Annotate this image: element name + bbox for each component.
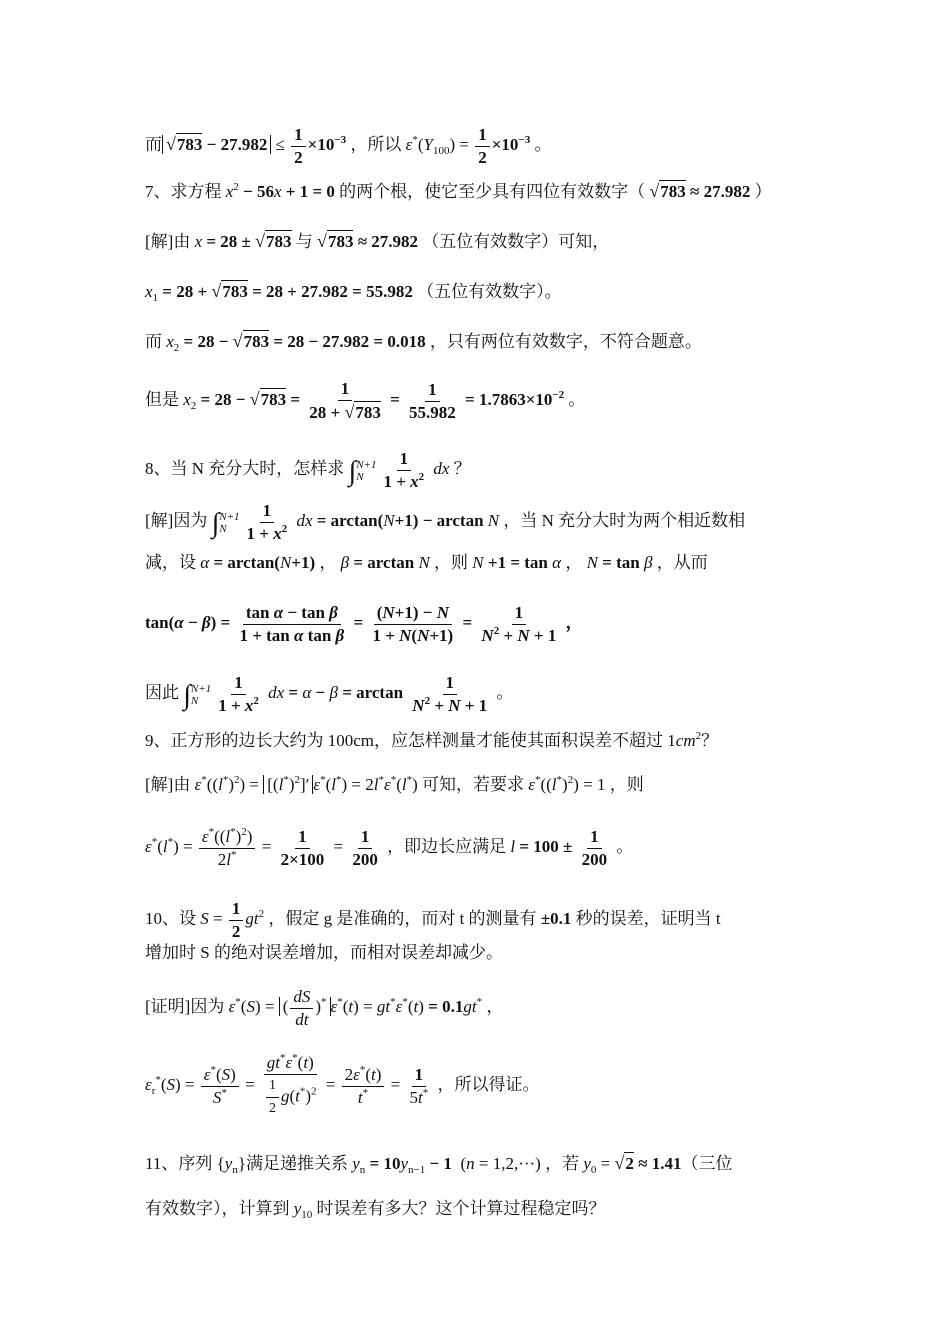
- proof-line: [证明]因为 ε*(S) = ( $\frac{dS}{dt}$ )* ε*(t) = gt*ε*(t) = 0.1gt* ，: [145, 987, 504, 1029]
- problem-10: 10、设 S = $\frac{1}{2}$ $gt^2$ ，假定 g 是准确的，而对 t 的测量有 ±0.1 秒的误差，证明当 t: [145, 899, 721, 941]
- equation-line: 而 √783 − 27.982 ≤ $\frac{1}{2}$ $\times 10^{-3}$ ，所以 $\varepsilon^*(Y_{100})$ = $\frac{1}{2}$ $\times 10^{-3}$ 。: [145, 125, 552, 167]
- problem-9: 9、正方形的边长大约为 100cm，应怎样测量才能使其面积误差不超过 $1cm^2$？: [145, 730, 719, 750]
- solution-line: 但是 $x_2 = 28 - √783$ = $\frac{1}{28 + √783}$ = $\frac{1}{55.982}$ = $1.7863\times 10^{-2}$ 。: [145, 379, 586, 422]
- solution-line: [解]因为 ∫ N+1 N $\frac{1}{1 + x^2}$ dx = arctan(N+1) − arctan N ，当 N 充分大时为两个相近数相: [145, 501, 746, 543]
- solution-line: [解]由 $\varepsilon^*((l^*)^2) = [(l^*)^2]'$ ε*(l*) = 2l*ε*(l*) 可知，若要求 $\varepsilon^*((l^*)^2) = 1$ ，则: [145, 774, 644, 794]
- solution-line: tan(α − β) = $\frac{\text{tan α − tan β}}{\text{1 + tan α tan β}}$ = $\frac{(N+1) - N}{1 + N(N+1)}$ = $\frac{1}{N^2 + N + 1}$ ，: [145, 603, 583, 645]
- solution-line: $x_1 = 28 + √783 = 28 + 27.982 = 55.982$ （五位有效数字）。: [145, 281, 562, 304]
- problem-8: 8、当 N 充分大时，怎样求 ∫ N+1 N $\frac{1}{1 + x^2}$ dx ？: [145, 449, 471, 491]
- problem-11: 11、序列 $\{y_n\}$满足递推关系 $y_n = 10y_{n-1} - 1$ (n = 1,2,···) ，若 $y_0 = √2 \approx 1.41$（三位: [145, 1153, 733, 1176]
- problem-10-cont: 增加时 S 的绝对误差增加，而相对误差却减少。: [145, 943, 503, 962]
- solution-line: [解]由 x = 28 ± √783 与 √783 ≈ 27.982 （五位有效数字）可知，: [145, 231, 610, 251]
- solution-line: 而 $x_2 = 28 - √783 = 28 - 27.982 = 0.018$ ，只有两位有效数字，不符合题意。: [145, 331, 702, 354]
- solution-line: 减，设 α = arctan(N+1) ， β = arctan N ，则 N +1 = tan α ， N = tan β ，从而: [145, 553, 708, 572]
- problem-11-cont: 有效数字），计算到 $y_{10}$ 时误差有多大？这个计算过程稳定吗？: [145, 1199, 606, 1221]
- proof-line: $\varepsilon_r^*(S)$ = $\frac{\varepsilon^*(S)}{S^*}$ = gt*ε*(t) $\frac{1}{2}$ $g(t^*)^2$ = $\frac{2\varepsilon^*(t)}{t^*}$ = $\frac{1}{5t^*}$ ，所以得证。: [145, 1052, 540, 1116]
- solution-line: 因此 ∫ N+1 N $\frac{1}{1 + x^2}$ dx = α − β = arctan $\frac{1}{N^2 + N + 1}$ 。: [145, 673, 514, 715]
- problem-7: 7、求方程 $x^2 - 56x + 1 = 0$ 的两个根，使它至少具有四位有效数字（ √783 ≈ 27.982 ）: [145, 181, 772, 201]
- solution-line: ε*(l*) = $\frac{\varepsilon^*((l^*)^2)}{2l^*}$ = $\frac{1}{2\times 100}$ = $\frac{1}{200}$ ，即边长应满足 l = 100 ± $\frac{1}{200}$ 。: [145, 826, 634, 869]
